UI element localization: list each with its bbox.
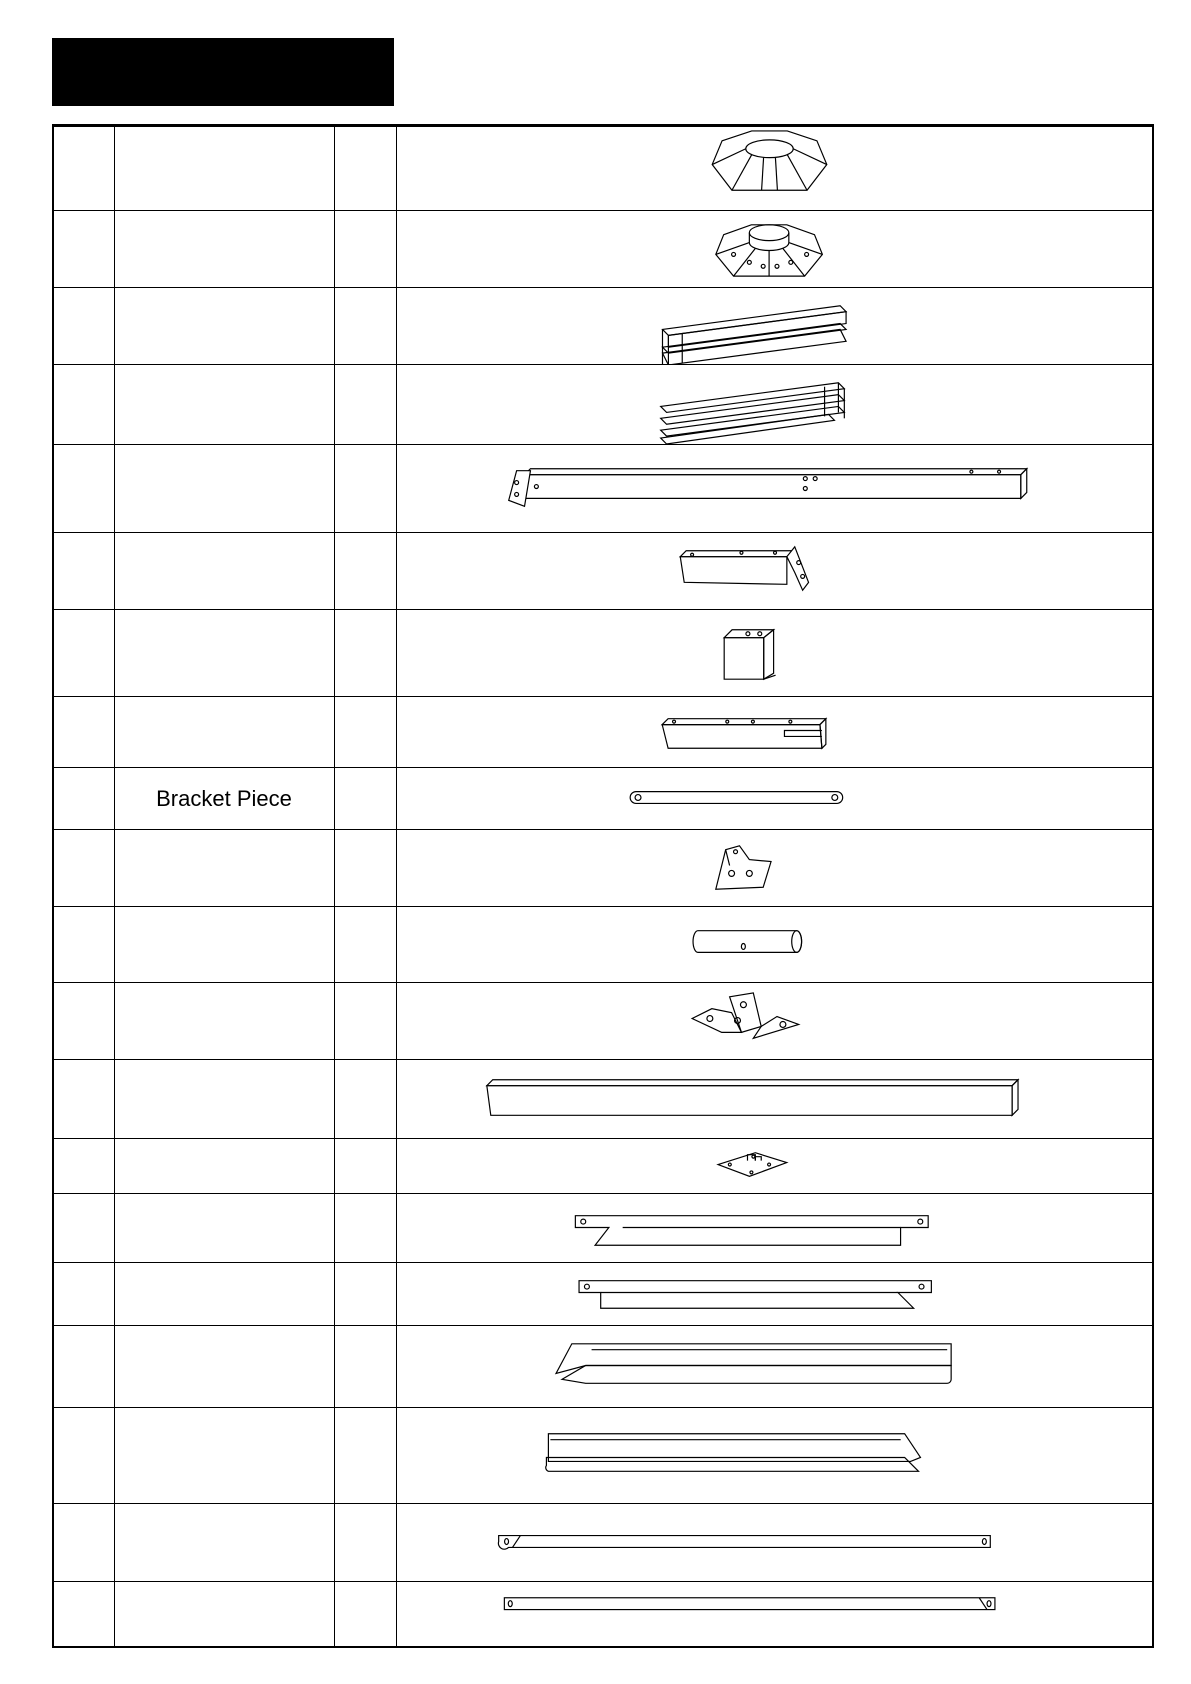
octagon-cap-icon [396,127,1152,210]
part-number [54,697,114,767]
part-quantity [334,1263,396,1325]
angle-plate-icon [396,830,1152,906]
part-number [54,288,114,364]
part-row [54,364,1152,444]
part-row [54,906,1152,982]
part-row [54,444,1152,532]
part-number [54,533,114,609]
flat-bar-icon [396,1504,1152,1581]
square-tube-icon [396,1060,1152,1138]
part-name [114,697,334,767]
part-name [114,533,334,609]
part-name [114,610,334,696]
part-row [54,1138,1152,1193]
part-row [54,210,1152,287]
part-row [54,609,1152,696]
part-quantity [334,907,396,982]
part-name [114,983,334,1059]
part-number [54,1408,114,1503]
part-row [54,696,1152,767]
part-row [54,1262,1152,1325]
header-black-block [52,38,394,106]
part-quantity [334,127,396,210]
part-number [54,768,114,829]
part-number [54,983,114,1059]
channel-profile-icon [396,365,1152,444]
part-number [54,1060,114,1138]
part-number [54,1263,114,1325]
part-number [54,211,114,287]
u-bracket-icon [396,610,1152,696]
part-row [54,1407,1152,1503]
part-row [54,287,1152,364]
part-number [54,907,114,982]
part-quantity [334,983,396,1059]
part-quantity [334,768,396,829]
part-quantity [334,288,396,364]
part-row [54,532,1152,609]
part-name [114,445,334,532]
channel-profile-icon [396,288,1152,364]
part-quantity [334,1326,396,1407]
part-quantity [334,610,396,696]
part-number [54,1194,114,1262]
part-quantity [334,533,396,609]
octagon-hub-icon [396,211,1152,287]
part-name: Bracket Piece [156,785,292,811]
part-quantity [334,211,396,287]
part-row [54,1325,1152,1407]
part-name [114,1582,334,1648]
part-name [114,907,334,982]
part-quantity [334,1060,396,1138]
flange-rail-icon [396,1194,1152,1262]
part-number [54,830,114,906]
part-number [54,127,114,210]
part-row [54,1503,1152,1581]
part-number [54,1582,114,1648]
short-beam-icon [396,533,1152,609]
flange-rail-icon [396,1263,1152,1325]
part-name [114,1408,334,1503]
slotted-beam-icon [396,697,1152,767]
part-name [114,365,334,444]
part-name [114,1139,334,1193]
part-quantity [334,1408,396,1503]
parts-table [52,124,1154,1648]
part-row [54,126,1152,210]
part-quantity [334,1139,396,1193]
base-plate-icon [396,1139,1152,1193]
part-name [114,830,334,906]
part-row [54,1059,1152,1138]
part-name [114,1326,334,1407]
part-number [54,1139,114,1193]
part-quantity [334,1582,396,1648]
part-quantity [334,697,396,767]
part-row [54,1193,1152,1262]
part-quantity [334,1504,396,1581]
part-number [54,610,114,696]
long-beam-icon [396,445,1152,532]
part-name [114,1194,334,1262]
part-number [54,445,114,532]
part-quantity [334,830,396,906]
part-name [114,1504,334,1581]
triple-plate-icon [396,983,1152,1059]
part-row [54,767,1152,829]
part-quantity [334,365,396,444]
part-name [114,127,334,210]
part-name [114,1263,334,1325]
part-number [54,1504,114,1581]
gutter-rail-icon [396,1408,1152,1503]
part-row [54,829,1152,906]
flat-bar-icon [396,1582,1152,1648]
part-name [114,288,334,364]
part-row [54,1581,1152,1648]
part-quantity [334,445,396,532]
part-number [54,365,114,444]
part-number [54,1326,114,1407]
part-name [114,1060,334,1138]
part-row [54,982,1152,1059]
tube-icon [396,907,1152,982]
part-quantity [334,1194,396,1262]
flat-link-icon [396,768,1152,829]
gutter-rail-icon [396,1326,1152,1407]
part-name [114,211,334,287]
